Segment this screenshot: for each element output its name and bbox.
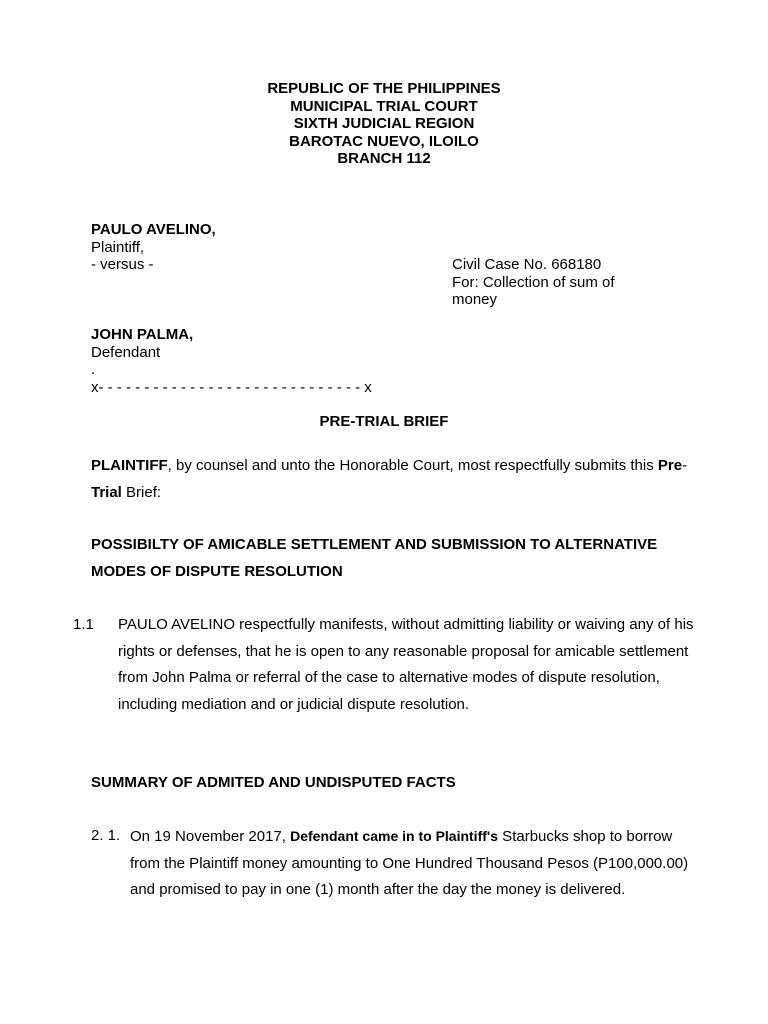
defendant-name: JOHN PALMA, [91,326,194,343]
intro-text-2: Brief: [121,483,162,501]
caption-separator: x- - - - - - - - - - - - - - - - - - - - - - - - - - - - - x [91,378,372,396]
intro-trial: Trial [91,483,122,501]
paragraph-1-1 [73,612,698,718]
paragraph-text-bold: Defendant came in to Plaintiff's [290,828,499,844]
defendant-role: Defendant [91,343,161,361]
case-caption-defendant [91,326,691,396]
paragraph-text-a: On 19 November 2017, [130,828,291,845]
intro-dash: - [682,457,688,474]
case-number: Civil Case No. 668180 [452,256,602,273]
intro-text-1: , by counsel and unto the Honorable Court, most respectfully submits this [167,457,658,474]
header-branch: BRANCH 112 [337,150,431,167]
court-header [0,80,768,168]
header-location: BAROTAC NUEVO, ILOILO [289,132,479,150]
versus-label: - versus - [91,256,154,273]
paragraph-text-b: Starbucks shop to borrow from the Plaintiff money amounting to One Hundred Thousand Pesos (P100,000.00) and promised to pay in one (1) month after the day the money is delivered. [130,828,689,898]
section-heading-settlement: POSSIBILTY OF AMICABLE SETTLEMENT AND SUBMISSION TO ALTERNATIVE MODES OF DISPUTE RESOLUTION [91,536,658,580]
plaintiff-name: PAULO AVELINO, [91,221,216,238]
paragraph-number: 2. 1. [91,827,121,844]
header-court: MUNICIPAL TRIAL COURT [290,97,478,115]
paragraph-2-1 [91,823,690,904]
section-heading-facts: SUMMARY OF ADMITED AND UNDISPUTED FACTS [91,774,456,791]
header-region: SIXTH JUDICIAL REGION [293,115,475,132]
caption-dot: . [91,361,96,378]
header-republic: REPUBLIC OF THE PHILIPPINES [267,80,501,97]
plaintiff-role: Plaintiff, [91,238,145,256]
case-nature-line2: money [452,291,498,308]
case-info [452,256,682,309]
paragraph-number: 1.1 [73,616,94,633]
case-nature-line1: For: Collection of sum of [452,273,615,291]
intro-plaintiff: PLAINTIFF [91,457,168,474]
intro-paragraph [91,453,691,506]
intro-pre: Pre [657,457,683,474]
paragraph-text: PAULO AVELINO respectfully manifests, without admitting liability or waiving any of his rights or defenses, that he is open to any reasonable proposal for amicable settlement from John Palma or referral of the case to alternative modes of dispute resolution, including mediation and or judicial dispute resolution. [118,616,694,713]
document-title: PRE-TRIAL BRIEF [319,413,449,430]
